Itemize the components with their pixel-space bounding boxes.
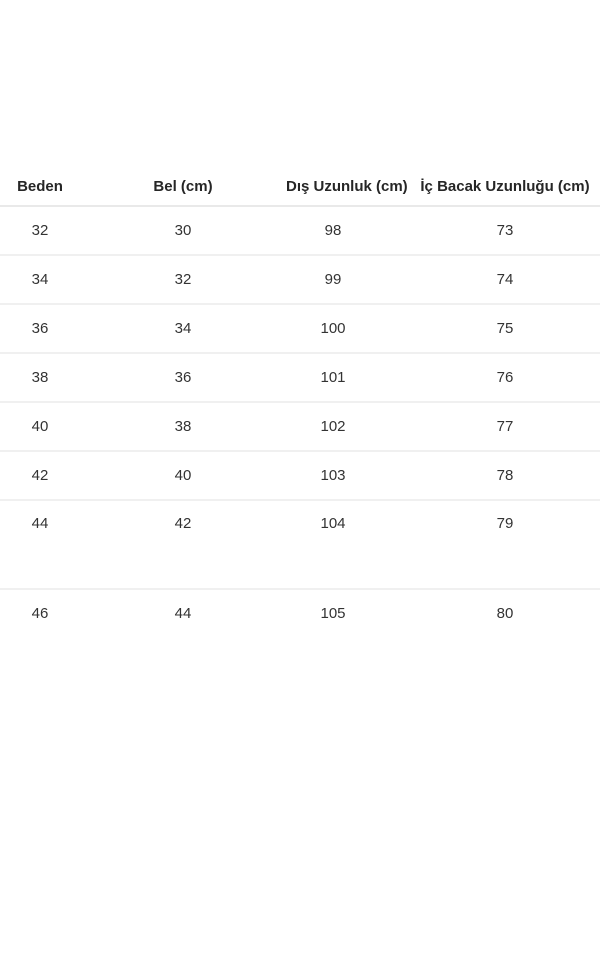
table-row bbox=[0, 451, 600, 500]
cell-ic-bacak-uzunlugu: 73 bbox=[380, 206, 600, 255]
cell-bel: 44 bbox=[174, 605, 192, 622]
cell-bel: 36 bbox=[80, 353, 286, 402]
table-row bbox=[0, 353, 600, 402]
table-row bbox=[0, 500, 600, 589]
cell-dis-uzunluk: 102 bbox=[286, 402, 380, 451]
size-chart-table bbox=[0, 167, 600, 637]
cell-bel: 30 bbox=[80, 206, 286, 255]
cell-dis-uzunluk: 105 bbox=[320, 605, 346, 622]
cell-beden: 34 bbox=[0, 255, 80, 304]
header-cell-ic-bacak-uzunlugu: İç Bacak Uzunluğu (cm) bbox=[380, 167, 600, 206]
cell-ic-bacak-uzunlugu: 74 bbox=[380, 255, 600, 304]
cell-bel: 32 bbox=[80, 255, 286, 304]
cell-bel: 34 bbox=[80, 304, 286, 353]
header-cell-dis-uzunluk: Dış Uzunluk (cm) bbox=[286, 167, 380, 206]
cell-dis-uzunluk: 99 bbox=[286, 255, 380, 304]
cell-dis-uzunluk: 103 bbox=[286, 451, 380, 500]
cell-bel: 40 bbox=[80, 451, 286, 500]
cell-dis-uzunluk: 101 bbox=[286, 353, 380, 402]
cell-beden: 32 bbox=[0, 206, 80, 255]
cell-ic-bacak-uzunlugu: 80 bbox=[496, 605, 514, 622]
cell-dis-uzunluk: 100 bbox=[286, 304, 380, 353]
table-row bbox=[0, 589, 600, 637]
cell-beden: 40 bbox=[0, 402, 80, 451]
header-cell-beden: Beden bbox=[0, 167, 80, 206]
table-row bbox=[0, 402, 600, 451]
cell-beden: 38 bbox=[0, 353, 80, 402]
cell-dis-uzunluk: 104 bbox=[286, 500, 380, 589]
cell-bel: 38 bbox=[80, 402, 286, 451]
size-chart-container bbox=[0, 167, 600, 637]
header-cell-bel: Bel (cm) bbox=[80, 167, 286, 206]
cell-ic-bacak-uzunlugu: 76 bbox=[380, 353, 600, 402]
table-row bbox=[0, 206, 600, 255]
cell-bel: 42 bbox=[80, 500, 286, 589]
table-row bbox=[0, 255, 600, 304]
table-row bbox=[0, 304, 600, 353]
cell-beden: 36 bbox=[0, 304, 80, 353]
table-header-row bbox=[0, 167, 600, 206]
cell-ic-bacak-uzunlugu: 75 bbox=[380, 304, 600, 353]
cell-ic-bacak-uzunlugu: 77 bbox=[380, 402, 600, 451]
cell-ic-bacak-uzunlugu: 78 bbox=[380, 451, 600, 500]
cell-beden: 42 bbox=[0, 451, 80, 500]
cell-beden: 46 bbox=[31, 605, 49, 622]
cell-dis-uzunluk: 98 bbox=[286, 206, 380, 255]
cell-beden: 44 bbox=[0, 500, 80, 589]
cell-ic-bacak-uzunlugu: 79 bbox=[380, 500, 600, 589]
